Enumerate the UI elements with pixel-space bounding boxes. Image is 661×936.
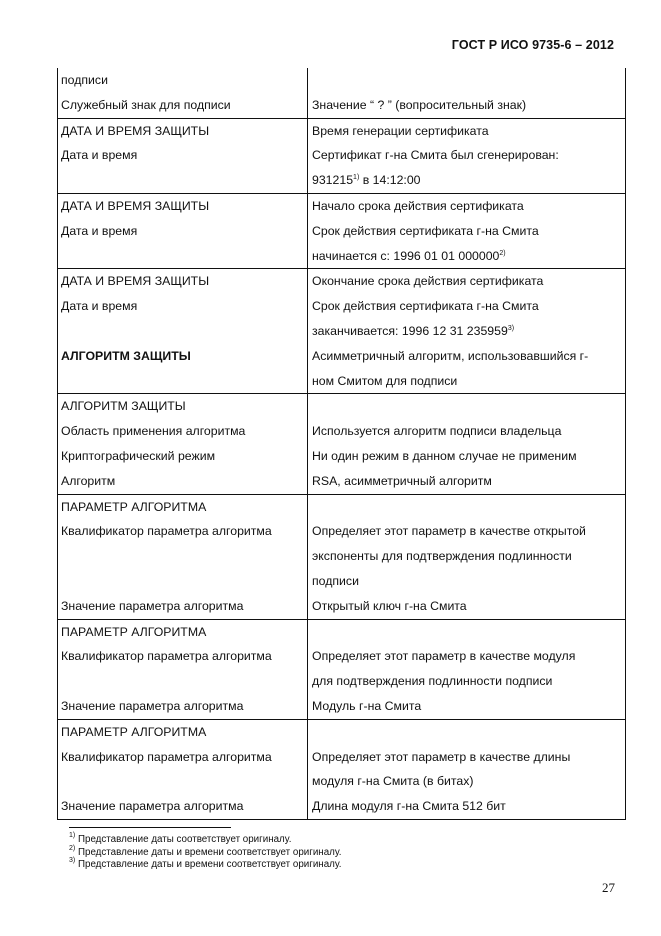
field-name-cell: Криптографический режим [58, 444, 308, 469]
table-row [58, 745, 625, 770]
table-row [58, 794, 625, 819]
field-value-cell [308, 168, 625, 193]
field-name-cell: Значение параметра алгоритма [58, 694, 308, 719]
field-value-cell [308, 244, 625, 269]
field-value-cell: Открытый ключ г-на Смита [312, 598, 467, 613]
field-name-cell: ПАРАМЕТР АЛГОРИТМА [58, 495, 308, 520]
field-value-cell: Определяет этот параметр в качестве длины [312, 749, 571, 764]
table-row [58, 569, 625, 594]
table-row [58, 669, 625, 694]
footnote-ref: 2) [499, 249, 506, 257]
field-value-cell: Модуль г-на Смита [312, 698, 422, 713]
table-row [58, 269, 625, 294]
footnote-divider [69, 827, 231, 828]
field-value-cell: Время генерации сертификата [312, 123, 489, 138]
footnote-mark: 3) [69, 857, 76, 864]
table-row [58, 544, 625, 569]
field-value-cell: Окончание срока действия сертификата [312, 274, 544, 289]
table-row [58, 168, 625, 193]
field-value-cell: Используется алгоритм подписи владельца [312, 424, 562, 439]
field-value-cell: Длина модуля г-на Смита 512 бит [312, 799, 506, 814]
field-value-cell [308, 68, 625, 93]
table-row [58, 319, 625, 344]
table-group [58, 494, 625, 619]
table-row [58, 720, 625, 745]
value-text: 931215 [312, 173, 354, 188]
table-row [58, 469, 625, 494]
field-name-cell: Квалификатор параметра алгоритма [58, 644, 308, 669]
field-value-cell: RSA, асимметричный алгоритм [312, 473, 492, 488]
table-row [58, 93, 625, 118]
field-value-cell: экспоненты для подтверждения подлинности [312, 549, 572, 564]
field-value-cell: ном Смитом для подписи [312, 373, 458, 388]
table-group [58, 68, 625, 118]
field-name-cell [58, 669, 308, 694]
table-row [58, 444, 625, 469]
value-text-tail: в 14:12:00 [359, 173, 421, 188]
field-name-cell: Дата и время [58, 294, 308, 319]
value-text: заканчивается: 1996 12 31 235959 [312, 323, 508, 338]
field-value-cell [308, 720, 625, 745]
footnote-ref: 1) [353, 174, 360, 182]
field-name-cell: АЛГОРИТМ ЗАЩИТЫ [58, 394, 308, 419]
table-row [58, 244, 625, 269]
field-value-cell: для подтверждения подлинности подписи [312, 674, 553, 689]
table-group [58, 193, 625, 268]
table-row [58, 495, 625, 520]
field-name-cell: Служебный знак для подписи [58, 93, 308, 118]
table-row [58, 644, 625, 669]
footnote-item [69, 844, 342, 860]
field-name-cell [58, 319, 308, 344]
field-name-cell [58, 168, 308, 193]
table-row [58, 194, 625, 219]
table-group [58, 619, 625, 719]
field-value-cell: Определяет этот параметр в качестве модуля [312, 649, 576, 664]
field-value-cell: Определяет этот параметр в качестве открытой [312, 524, 586, 539]
field-name-cell: АЛГОРИТМ ЗАЩИТЫ [58, 344, 308, 369]
field-value-cell: Значение “ ? ” (вопросительный знак) [312, 97, 527, 112]
field-name-cell: Квалификатор параметра алгоритма [58, 519, 308, 544]
field-name-cell: Значение параметра алгоритма [58, 794, 308, 819]
field-value-cell: Сертификат г-на Смита был сгенерирован: [312, 148, 559, 163]
field-name-cell: Значение параметра алгоритма [58, 594, 308, 619]
table-row [58, 119, 625, 144]
field-value-cell: подписи [312, 573, 359, 588]
table-row [58, 219, 625, 244]
field-value-cell: Асимметричный алгоритм, использовавшийся г- [312, 348, 589, 363]
field-name-cell: ПАРАМЕТР АЛГОРИТМА [58, 720, 308, 745]
field-name-cell [58, 769, 308, 794]
field-name-cell: Область применения алгоритма [58, 419, 308, 444]
field-value-cell [308, 319, 625, 344]
field-name-cell: подписи [58, 68, 308, 93]
field-value-cell [308, 495, 625, 520]
field-name-cell: Алгоритм [58, 469, 308, 494]
footnote-mark: 2) [69, 844, 76, 852]
table-row [58, 419, 625, 444]
table-row [58, 394, 625, 419]
page-number: 27 [602, 880, 615, 895]
field-value-cell: Начало срока действия сертификата [312, 198, 524, 213]
field-value-cell: Срок действия сертификата г-на Смита [312, 223, 539, 238]
field-name-cell: ДАТА И ВРЕМЯ ЗАЩИТЫ [58, 194, 308, 219]
table-row [58, 769, 625, 794]
table-group [58, 118, 625, 193]
field-name-cell [58, 244, 308, 269]
table-group [58, 393, 625, 493]
field-name-cell [58, 544, 308, 569]
footnote-text: Представление даты соответствует оригиналу. [75, 834, 292, 845]
table-row [58, 369, 625, 394]
table-row [58, 519, 625, 544]
field-name-cell: ДАТА И ВРЕМЯ ЗАЩИТЫ [58, 269, 308, 294]
footnote-item [69, 834, 342, 847]
field-value-cell [308, 394, 625, 419]
field-name-cell [58, 569, 308, 594]
table-row [58, 143, 625, 168]
field-name-cell: Квалификатор параметра алгоритма [58, 745, 308, 770]
field-name-cell: ПАРАМЕТР АЛГОРИТМА [58, 620, 308, 645]
field-name-cell: Дата и время [58, 143, 308, 168]
footnote-text: Представление даты и времени соответствует оригиналу. [75, 846, 342, 858]
value-text: начинается с: 1996 01 01 000000 [312, 248, 500, 263]
field-value-cell: Срок действия сертификата г-на Смита [312, 299, 539, 314]
field-value-cell: модуля г-на Смита (в битах) [312, 774, 474, 789]
footnote-mark: 1) [69, 832, 76, 839]
footnote-text: Представление даты и времени соответствует оригиналу. [75, 859, 342, 870]
field-value-cell: Ни один режим в данном случае не применим [312, 448, 577, 463]
field-name-cell: Дата и время [58, 219, 308, 244]
table-row [58, 294, 625, 319]
footnote-ref: 3) [507, 324, 515, 332]
table-row [58, 594, 625, 619]
table-row [58, 694, 625, 719]
field-name-cell [58, 369, 308, 394]
table-row [58, 344, 625, 369]
table-row [58, 68, 625, 93]
footnotes [69, 834, 342, 872]
field-name-cell: ДАТА И ВРЕМЯ ЗАЩИТЫ [58, 119, 308, 144]
field-value-cell [308, 620, 625, 645]
table-group [58, 268, 625, 393]
footnote-item [69, 859, 342, 872]
document-header: ГОСТ Р ИСО 9735-6 – 2012 [451, 38, 614, 52]
table-row [58, 620, 625, 645]
spec-table [57, 68, 626, 820]
table-group [58, 719, 625, 819]
